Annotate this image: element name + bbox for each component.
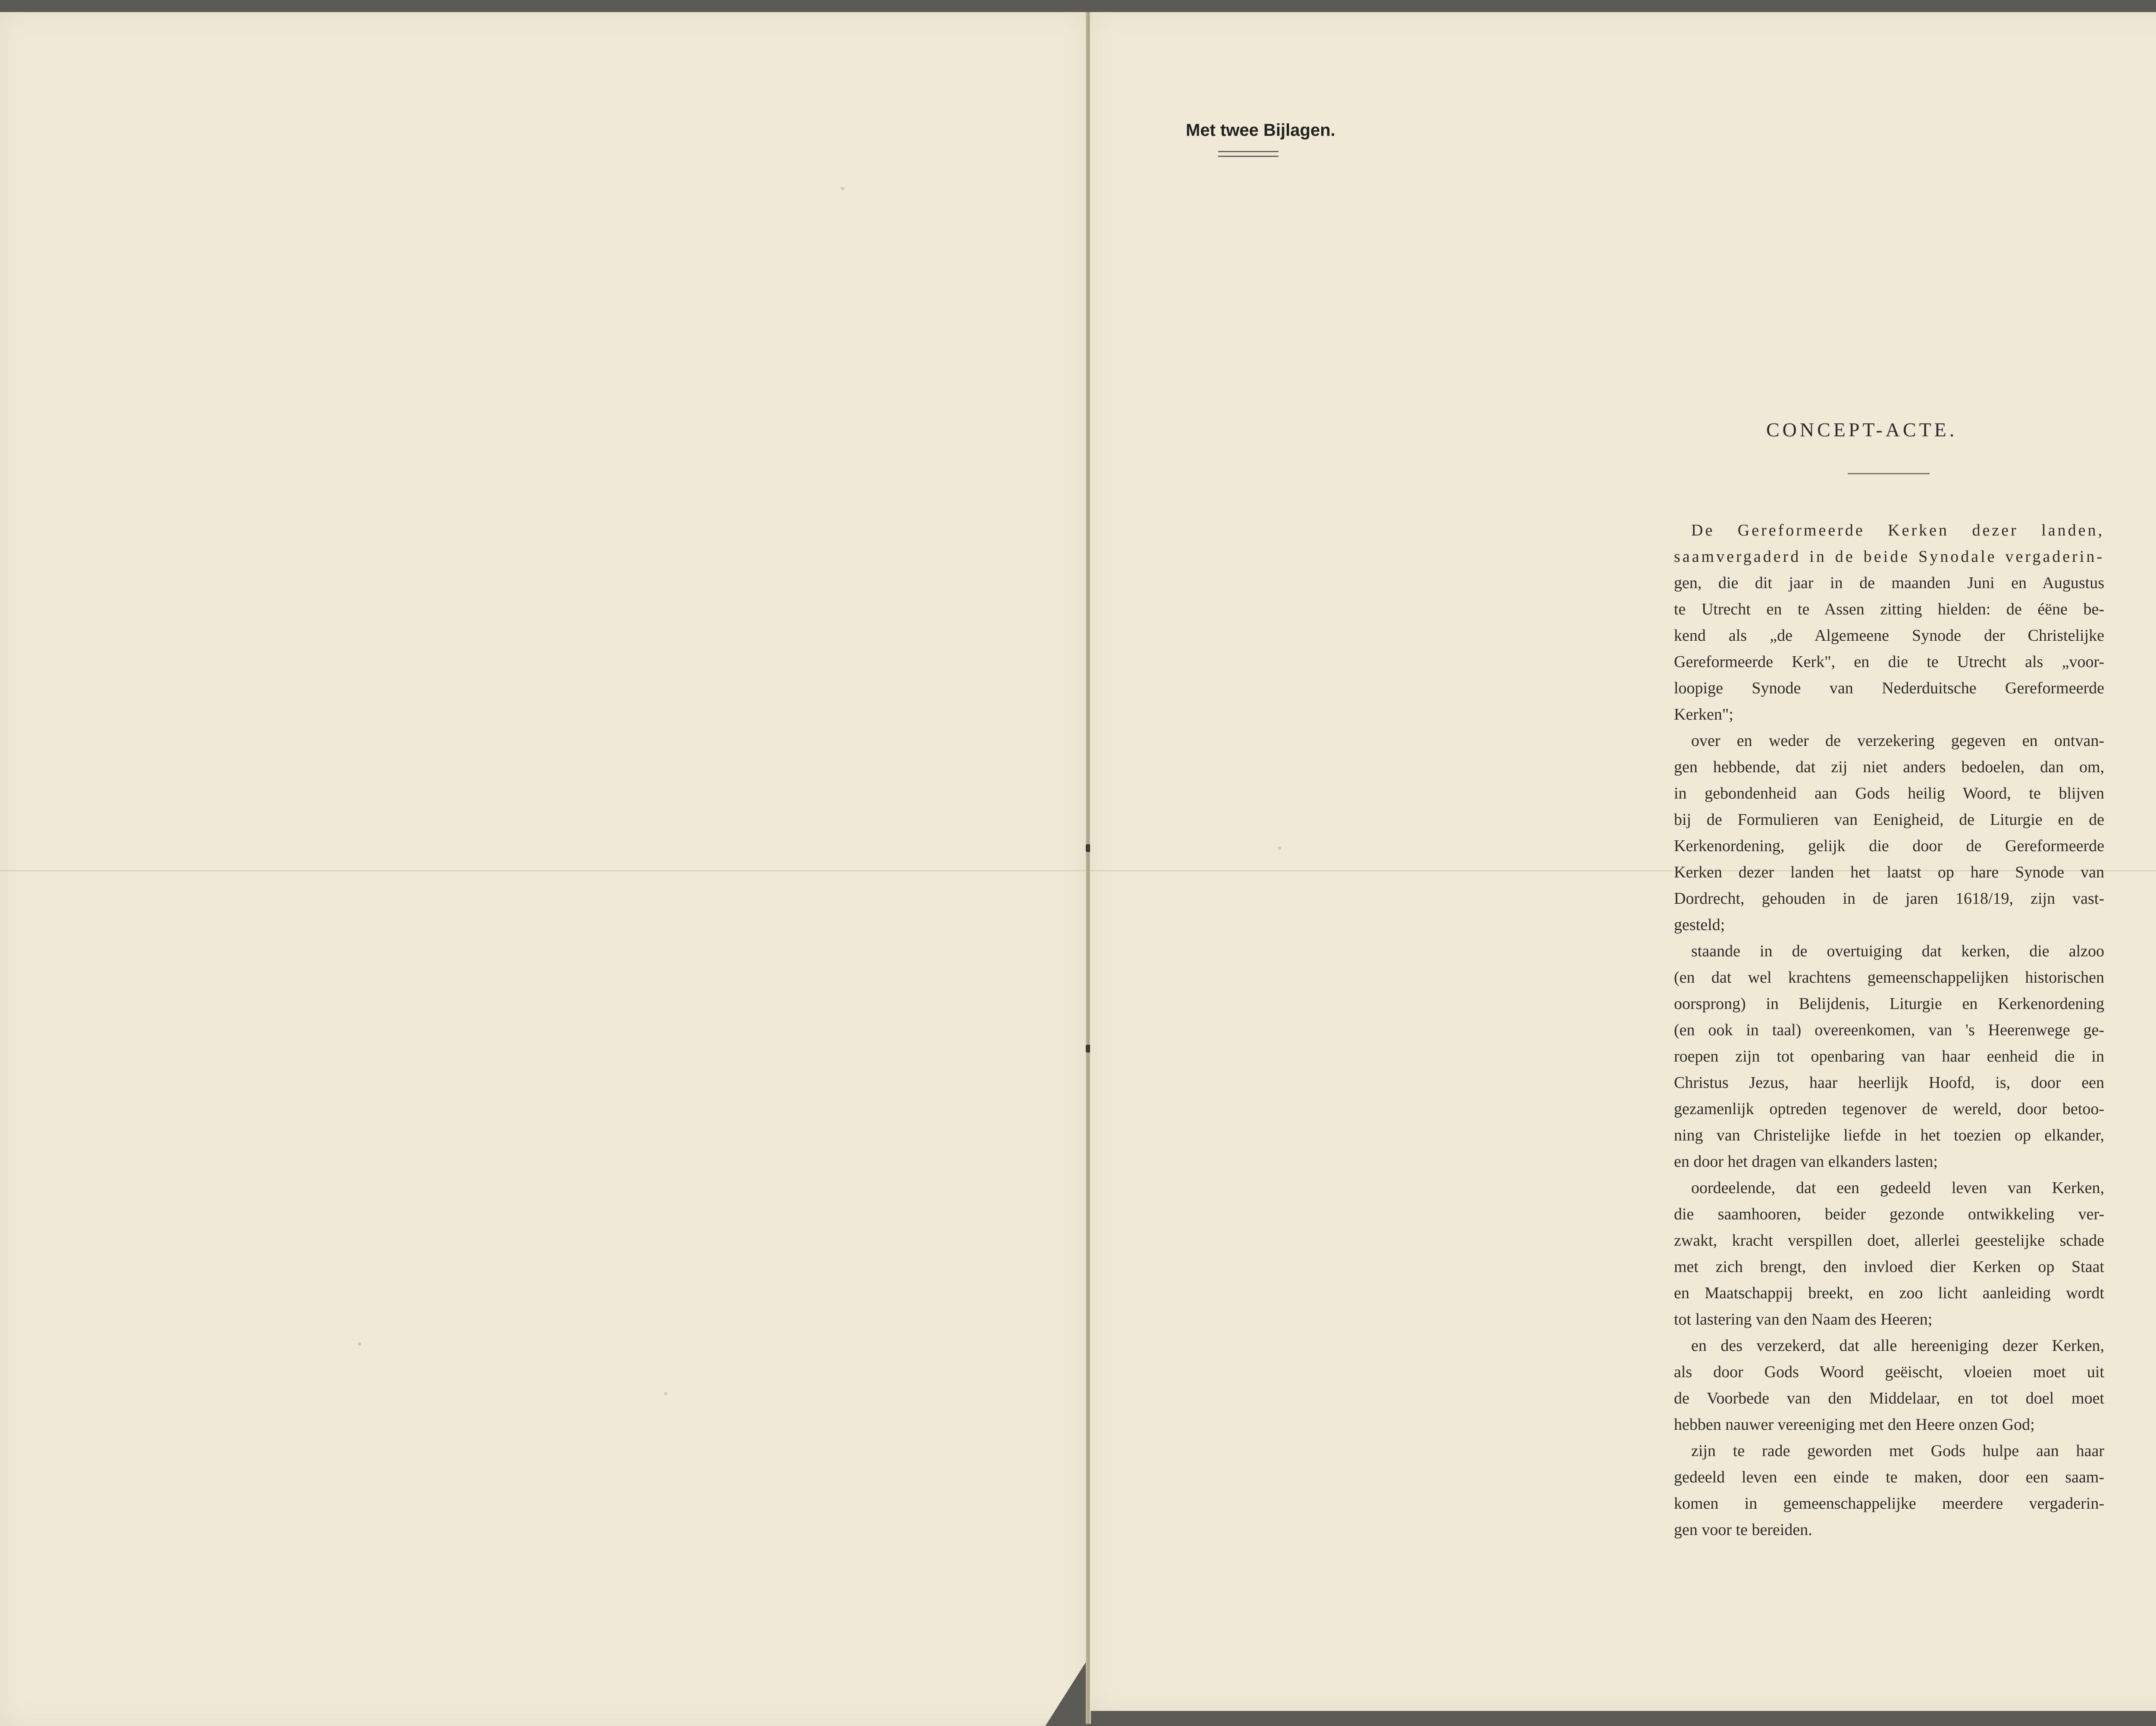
text-line: bij de Formulieren van Eenigheid, de Liturgie en de [1674,811,2104,829]
text-line: gesteld; [1674,916,1725,934]
document-body [1674,517,2104,1543]
paper-speck [1278,846,1281,850]
title-rule [1848,473,1930,474]
text-line: saamvergaderd in de beide Synodale vergaderin- [1674,548,2104,566]
text-line: komen in gemeenschappelijke meerdere vergaderin- [1674,1494,2104,1513]
text-line: loopige Synode van Nederduitsche Gereformeerde [1674,679,2104,697]
text-line: en des verzekerd, dat alle hereeniging dezer Kerken, [1691,1337,2104,1355]
text-line: ning van Christelijke liefde in het toezien op elkander, [1674,1126,2104,1144]
text-line: oorsprong) in Belijdenis, Liturgie en Kerkenordening [1674,995,2104,1013]
paper-speck [841,187,844,190]
paper-speck [664,1392,667,1395]
text-line: in gebondenheid aan Gods heilig Woord, te blijven [1674,784,2104,802]
header-note: Met twee Bijlagen. [1186,121,1335,140]
text-line: oordeelende, dat een gedeeld leven van Kerken, [1691,1179,2104,1197]
text-line: over en weder de verzekering gegeven en ontvan- [1691,732,2104,750]
text-line: Gereformeerde Kerk", en die te Utrecht als „voor- [1674,653,2104,671]
text-line: Christus Jezus, haar heerlijk Hoofd, is, door een [1674,1074,2104,1092]
text-line: De Gereformeerde Kerken dezer landen, [1691,521,2104,539]
left-page [0,12,1087,1726]
text-line: (en dat wel krachtens gemeenschappelijken historischen [1674,968,2104,987]
text-line: tot lastering van den Naam des Heeren; [1674,1310,1933,1328]
double-rule [1218,151,1279,157]
text-line: Kerken"; [1674,705,1733,724]
page-fold [0,870,1087,871]
text-line: zwakt, kracht verspillen doet, allerlei geestelijke schade [1674,1231,2104,1250]
text-line: Kerkenordening, gelijk die door de Gereformeerde [1674,837,2104,855]
text-line: en door het dragen van elkanders lasten; [1674,1153,1938,1171]
text-line: zijn te rade geworden met Gods hulpe aan haar [1691,1442,2104,1460]
text-line: gen voor te bereiden. [1674,1521,1812,1539]
document-title: CONCEPT-ACTE. [1766,419,1958,441]
text-line: gedeeld leven een einde te maken, door een saam- [1674,1468,2104,1486]
text-line: (en ook in taal) overeenkomen, van 's Heerenwege ge- [1674,1021,2104,1039]
text-line: te Utrecht en te Assen zitting hielden: de éëne be- [1674,600,2104,618]
text-line: Kerken dezer landen het laatst op hare Synode van [1674,863,2104,881]
text-line: gen hebbende, dat zij niet anders bedoelen, dan om, [1674,758,2104,776]
text-line: die saamhooren, beider gezonde ontwikkeling ver- [1674,1205,2104,1223]
paper-speck [358,1342,361,1346]
text-line: met zich brengt, den invloed dier Kerken op Staat [1674,1258,2104,1276]
text-line: kend als „de Algemeene Synode der Christelijke [1674,626,2104,645]
text-line: hebben nauwer vereeniging met den Heere onzen God; [1674,1416,2035,1434]
text-line: roepen zijn tot openbaring van haar eenheid die in [1674,1047,2104,1065]
text-line: en Maatschappij breekt, en zoo licht aanleiding wordt [1674,1284,2104,1302]
text-line: staande in de overtuiging dat kerken, die alzoo [1691,942,2104,960]
text-line: Dordrecht, gehouden in de jaren 1618/19, zijn vast- [1674,890,2104,908]
text-line: als door Gods Woord geëischt, vloeien moet uit [1674,1363,2104,1381]
text-line: gezamenlijk optreden tegenover de wereld, door betoo- [1674,1100,2104,1118]
text-line: de Voorbede van den Middelaar, en tot doel moet [1674,1389,2104,1407]
text-line: gen, die dit jaar in de maanden Juni en Augustus [1674,574,2104,592]
